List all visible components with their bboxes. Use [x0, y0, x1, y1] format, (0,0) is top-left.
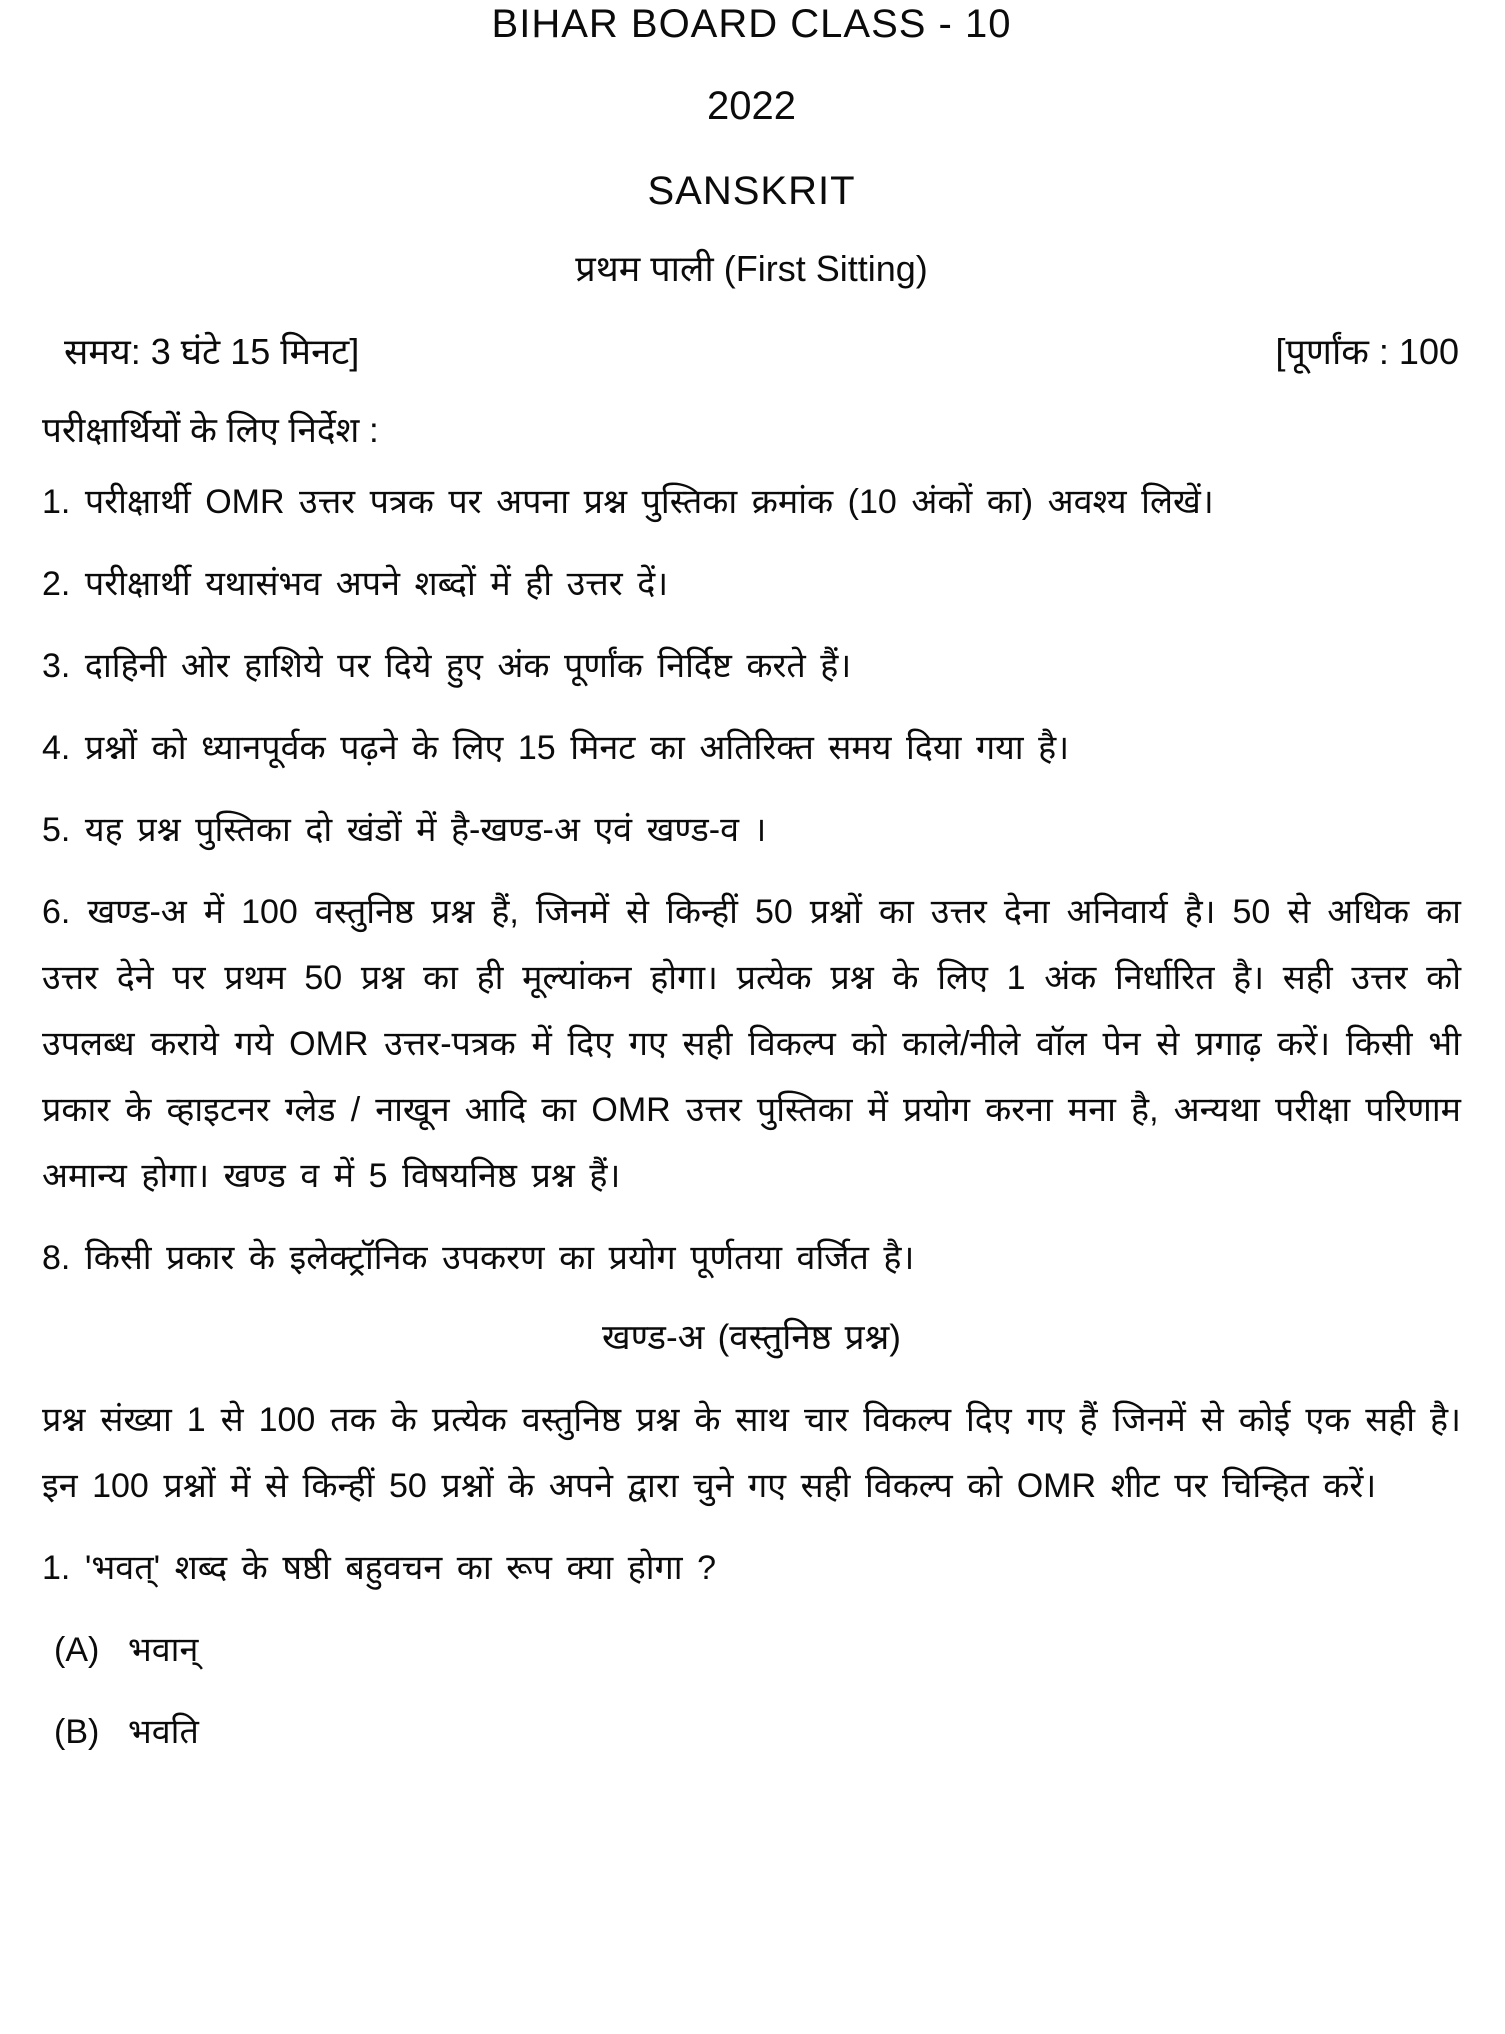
full-marks: [पूर्णांक : 100 — [1275, 331, 1459, 372]
instruction-item-5: 5. यह प्रश्न पुस्तिका दो खंडों में है-खण्ड-अ एवं खण्ड-व । — [42, 811, 767, 849]
instruction-item-4: 4. प्रश्नों को ध्यानपूर्वक पढ़ने के लिए 15 मिनट का अतिरिक्त समय दिया गया है। — [42, 729, 1070, 767]
instruction-item-1: 1. परीक्षार्थी OMR उत्तर पत्रक पर अपना प्रश्न पुस्तिका क्रमांक (10 अंकों का) अवश्य लिखें। — [42, 483, 1214, 521]
instruction-item-3: 3. दाहिनी ओर हाशिये पर दिये हुए अंक पूर्णांक निर्दिष्ट करते हैं। — [42, 647, 852, 685]
time-allowed: समय: 3 घंटे 15 मिनट] — [64, 331, 360, 372]
instruction-item-8: 8. किसी प्रकार के इलेक्ट्रॉनिक उपकरण का प्रयोग पूर्णतया वर्जित है। — [42, 1239, 915, 1277]
section-a-heading: खण्ड-अ (वस्तुनिष्ठ प्रश्न) — [602, 1318, 901, 1357]
exam-year: 2022 — [707, 84, 796, 128]
board-title: BIHAR BOARD CLASS - 10 — [491, 2, 1012, 46]
question-1-option-a — [42, 1617, 1461, 1683]
instructions-heading: परीक्षार्थियों के लिए निर्देश : — [42, 411, 379, 450]
instruction-item-6: 6. खण्ड-अ में 100 वस्तुनिष्ठ प्रश्न हैं, जिनमें से किन्हीं 50 प्रश्नों का उत्तर देना अनिवार्य है। 50 से अधिक का उत्तर देने पर प्रथम 50 प्रश्न का ही मूल्यांकन होगा। प्रत्येक प्रश्न के लिए 1 अंक निर्धारित है। सही उत्तर को उपलब्ध कराये गये OMR उत्तर-पत्रक में दिए गए सही विकल्प को काले/नीले वॉल पेन से प्रगाढ़ करें। किसी भी प्रकार के व्हाइटनर ग्लेड / नाखून आदि का OMR उत्तर पुस्तिका में प्रयोग करना मना है, अन्यथा परीक्षा परिणाम अमान्य होगा। खण्ड व में 5 विषयनिष्ठ प्रश्न हैं। — [42, 893, 1461, 1195]
question-1-text — [42, 1535, 1461, 1601]
question-text: 'भवत्' शब्द के षष्ठी बहुवचन का रूप क्या होगा ? — [84, 1549, 716, 1587]
question-1 — [42, 1535, 1461, 1765]
subject-title: SANSKRIT — [647, 169, 856, 213]
question-number: 1. — [42, 1549, 71, 1587]
option-b-text: भवति — [127, 1713, 199, 1751]
time-marks-row — [42, 331, 1461, 373]
option-b-label: (B) — [54, 1713, 100, 1751]
sitting-title: प्रथम पाली (First Sitting) — [575, 248, 928, 289]
question-1-option-b — [42, 1699, 1461, 1765]
section-a-intro: प्रश्न संख्या 1 से 100 तक के प्रत्येक वस्तुनिष्ठ प्रश्न के साथ चार विकल्प दिए गए हैं जिनमें से कोई एक सही है। इन 100 प्रश्नों में से किन्हीं 50 प्रश्नों के अपने द्वारा चुने गए सही विकल्प को OMR शीट पर चिन्हित करें। — [42, 1401, 1461, 1505]
option-a-text: भवान् — [127, 1631, 199, 1669]
option-a-label: (A) — [54, 1631, 100, 1669]
instruction-item-2: 2. परीक्षार्थी यथासंभव अपने शब्दों में ही उत्तर दें। — [42, 565, 669, 603]
